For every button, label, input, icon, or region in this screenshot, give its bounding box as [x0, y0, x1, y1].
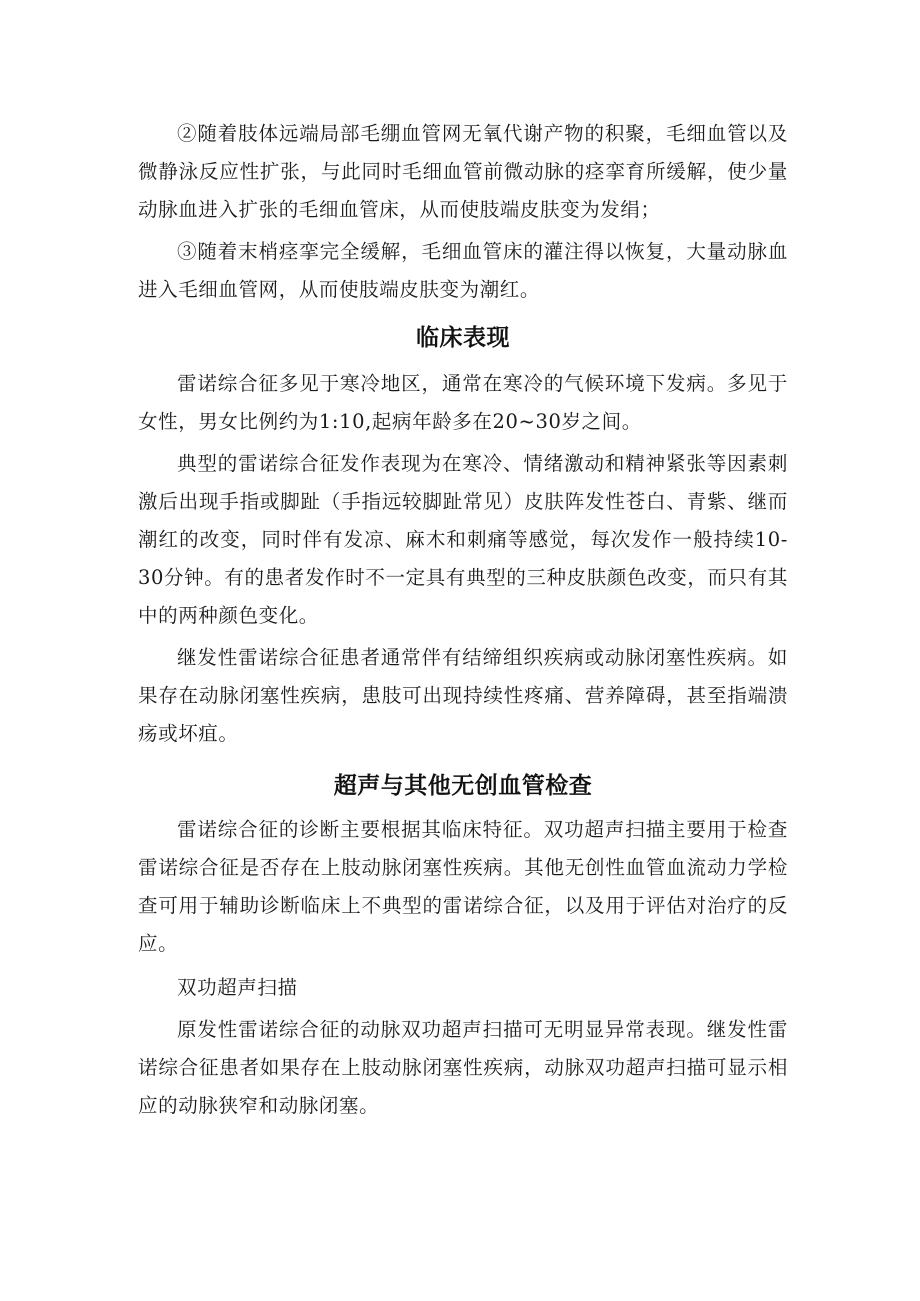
- subheading-duplex-scan: 双功超声扫描: [177, 976, 298, 999]
- paragraph-duplex-findings: 原发性雷诺综合征的动脉双功超声扫描可无明显异常表现。继发性雷诺综合征患者如果存在上肢动脉闭塞性疾病，动脉双功超声扫描可显示相应的动脉狭窄和动脉闭塞。: [138, 1018, 788, 1117]
- paragraph-epidemiology: 雷诺综合征多见于寒冷地区，通常在寒冷的气候环境下发病。多见于女性，男女比例约为1:10,起病年龄多在20~30岁之间。: [138, 372, 788, 433]
- paragraph-typical-attack: 典型的雷诺综合征发作表现为在寒冷、情绪激动和精神紧张等因素刺激后出现手指或脚趾（手指远较脚趾常见）皮肤阵发性苍白、青紫、继而潮红的改变，同时伴有发凉、麻木和刺痛等感觉，每次发作一般持续10-30分钟。有的患者发作时不一定具有典型的三种皮肤颜色改变，而只有其中的两种颜色变化。: [138, 452, 788, 627]
- paragraph-secondary: 继发性雷诺综合征患者通常伴有结缔组织疾病或动脉闭塞性疾病。如果存在动脉闭塞性疾病，患肢可出现持续性疼痛、营养障碍，甚至指端溃疡或坏疽。: [138, 646, 788, 745]
- section-title-ultrasound: 超声与其他无创血管检查: [333, 773, 593, 799]
- section-title-clinical: 临床表现: [416, 325, 510, 351]
- paragraph-spasm-relief: ③随着末梢痉挛完全缓解，毛细血管床的灌注得以恢复，大量动脉血进入毛细血管网，从而使肢端皮肤变为潮红。: [138, 240, 788, 301]
- paragraph-capillary-dilation: ②随着肢体远端局部毛绷血管网无氧代谢产物的积聚，毛细血管以及微静泳反应性扩张，与此同时毛细血管前微动脉的痉挛育所缓解，使少量动脉血进入扩张的毛细血管床，从而使肢端皮肤变为发绢；: [138, 122, 788, 221]
- paragraph-diagnosis: 雷诺综合征的诊断主要根据其临床特征。双功超声扫描主要用于检查雷诺综合征是否存在上肢动脉闭塞性疾病。其他无创性血管血流动力学检查可用于辅助诊断临床上不典型的雷诺综合征，以及用于评估对治疗的反应。: [138, 818, 788, 955]
- document-page: [138, 115, 788, 1125]
